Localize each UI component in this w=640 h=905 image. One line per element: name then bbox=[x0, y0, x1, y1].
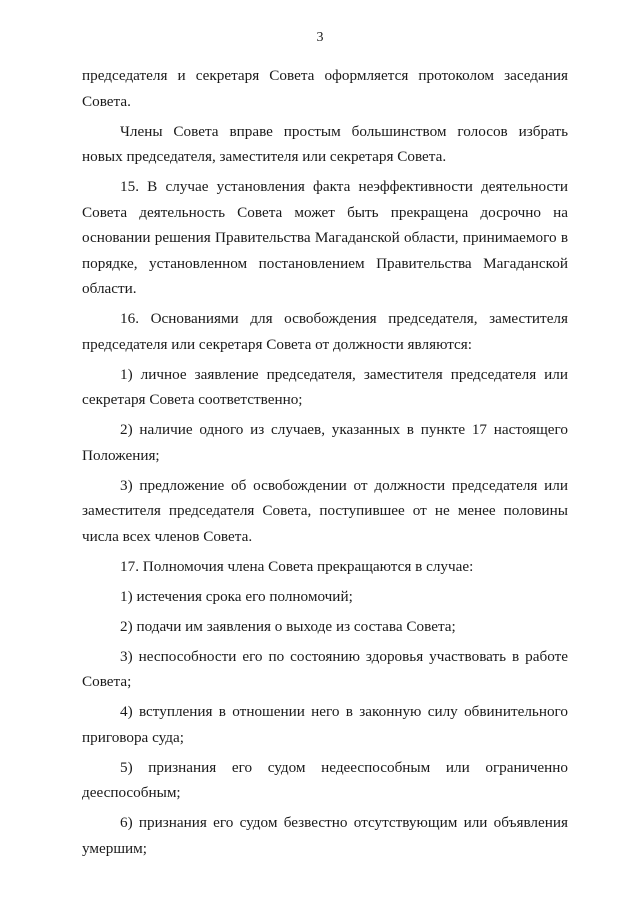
list-item: 1) личное заявление председателя, заместителя председателя или секретаря Совета соответственно; bbox=[82, 365, 568, 408]
list-item: 2) подачи им заявления о выходе из состава Совета; bbox=[120, 617, 456, 635]
paragraph-item-15: 15. В случае установления факта неэффективности деятельности Совета деятельность Совета может быть прекращена досрочно на основании решения Правительства Магаданской области, принимаемого в порядке, установленном постановлением Правительства Магаданской области. bbox=[82, 178, 568, 297]
list-item: 3) неспособности его по состоянию здоровья участвовать в работе Совета; bbox=[82, 647, 568, 690]
paragraph: Члены Совета вправе простым большинством голосов избрать новых председателя, заместителя или секретаря Совета. bbox=[82, 122, 568, 165]
paragraph-item-16: 16. Основаниями для освобождения председателя, заместителя председателя или секретаря Совета от должности являются: bbox=[82, 310, 568, 353]
paragraph-item-17: 17. Полномочия члена Совета прекращаются в случае: bbox=[120, 557, 474, 575]
document-body bbox=[82, 63, 568, 861]
list-item: 3) предложение об освобождении от должности председателя или заместителя председателя Совета, поступившее от не менее половины числа всех членов Совета. bbox=[82, 476, 568, 545]
list-item: 5) признания его судом недееспособным или ограниченно дееспособным; bbox=[82, 758, 568, 801]
list-item: 2) наличие одного из случаев, указанных в пункте 17 настоящего Положения; bbox=[82, 421, 568, 464]
paragraph: председателя и секретаря Совета оформляется протоколом заседания Совета. bbox=[82, 67, 568, 110]
list-item: 6) признания его судом безвестно отсутствующим или объявления умершим; bbox=[82, 814, 568, 857]
list-item: 4) вступления в отношении него в законную силу обвинительного приговора суда; bbox=[82, 703, 568, 746]
page-number: 3 bbox=[316, 30, 324, 45]
list-item: 1) истечения срока его полномочий; bbox=[120, 587, 353, 605]
